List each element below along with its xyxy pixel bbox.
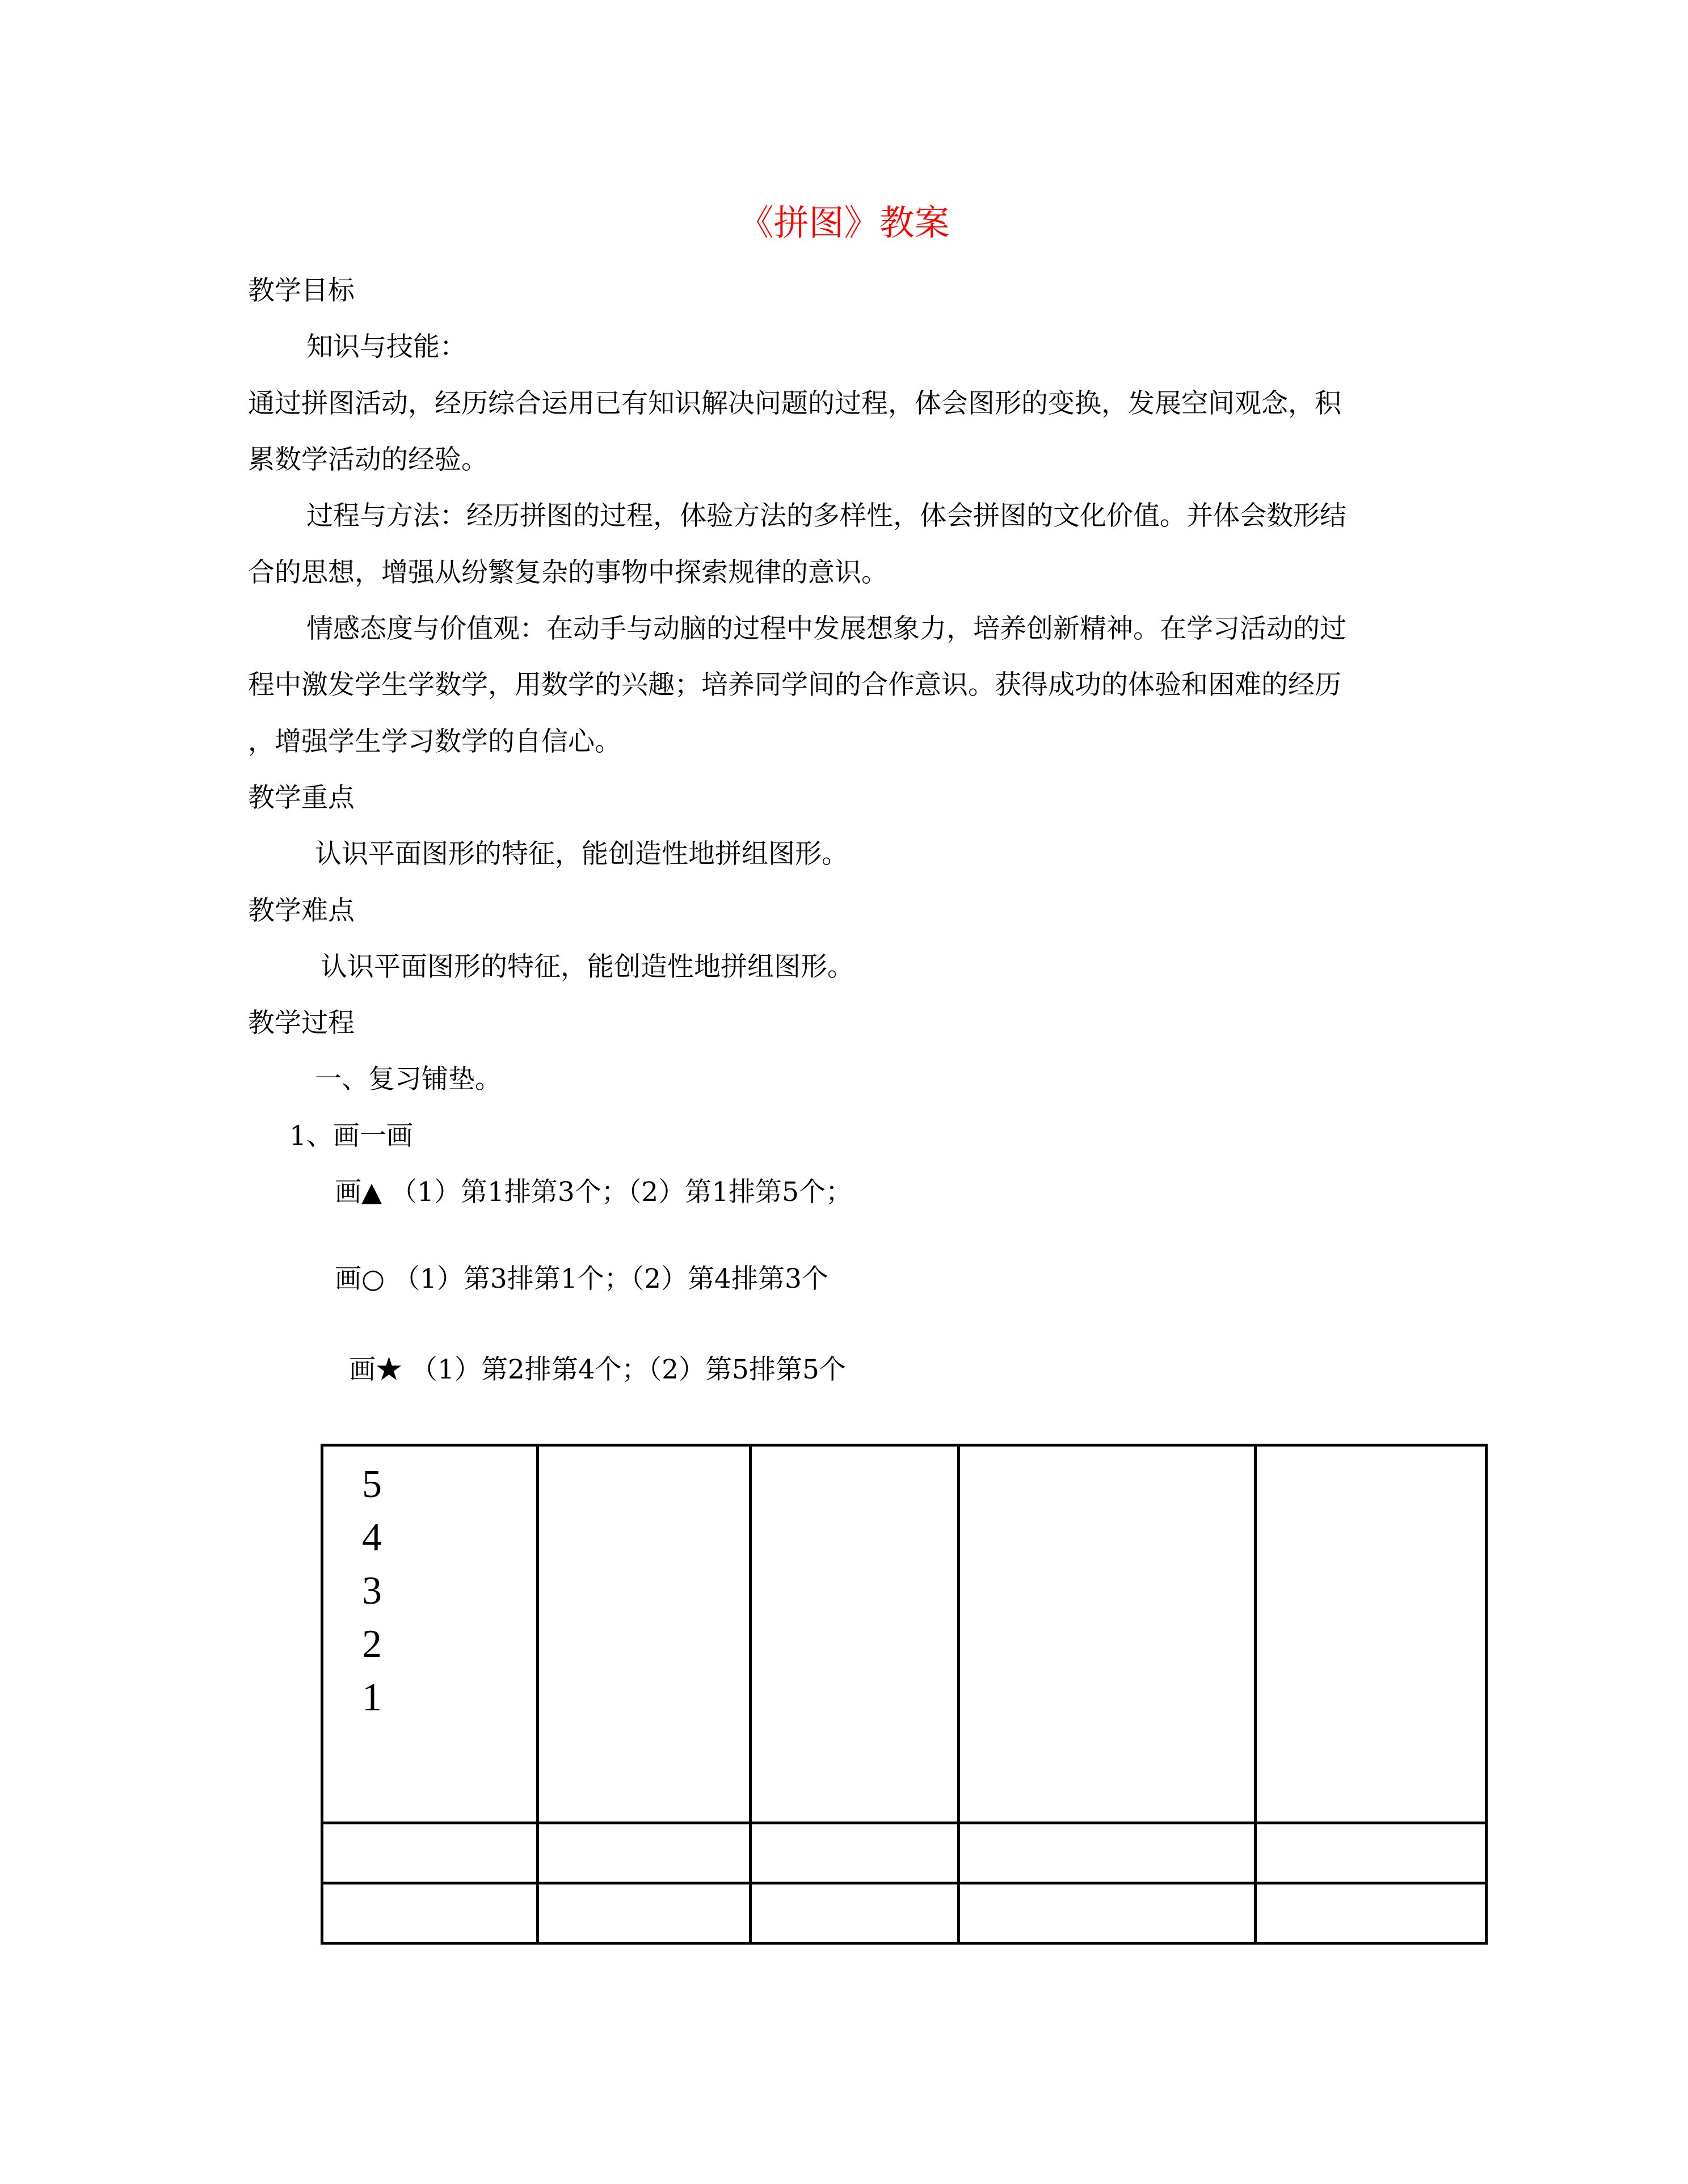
- heading-teaching-process: 教学过程: [248, 1007, 355, 1039]
- drawing-grid-table: [321, 1444, 1488, 1945]
- table-cell: [322, 1823, 538, 1883]
- row-number-2: 2: [362, 1622, 382, 1666]
- paragraph-teaching-difficulty: 认识平面图形的特征，能创造性地拼组图形。: [321, 951, 854, 983]
- table-row: [322, 1883, 1487, 1943]
- table-cell: [959, 1445, 1256, 1823]
- paragraph-attitude-line-3: ，增强学生学习数学的自信心。: [248, 726, 621, 757]
- paragraph-knowledge-skills-line-2: 累数学活动的经验。: [248, 444, 488, 475]
- table-cell: [959, 1883, 1256, 1943]
- table-row: [322, 1445, 1487, 1823]
- paragraph-knowledge-skills-line-1: 通过拼图活动，经历综合运用已有知识解决问题的过程，体会图形的变换，发展空间观念，积: [248, 388, 1341, 419]
- table-cell: [538, 1883, 751, 1943]
- row-number-4: 4: [362, 1516, 382, 1559]
- document-title: 《拼图》教案: [738, 202, 950, 243]
- subsection-draw: 1、画一画: [289, 1120, 413, 1152]
- section-review: 一、复习铺垫。: [315, 1064, 502, 1095]
- row-number-5: 5: [362, 1462, 382, 1506]
- table-cell: [538, 1823, 751, 1883]
- table-cell: [322, 1883, 538, 1943]
- table-cell: [1256, 1823, 1487, 1883]
- table-cell-row-numbers: [322, 1445, 538, 1823]
- row-number-list: [323, 1447, 536, 1725]
- table-cell: [751, 1883, 959, 1943]
- instruction-triangle: 画▲ （1）第1排第3个；（2）第1排第5个；: [335, 1177, 853, 1208]
- heading-teaching-goals: 教学目标: [248, 275, 355, 306]
- table-cell: [1256, 1883, 1487, 1943]
- heading-teaching-difficulty: 教学难点: [248, 895, 355, 926]
- table-cell: [751, 1445, 959, 1823]
- heading-teaching-focus: 教学重点: [248, 782, 355, 813]
- table-cell: [751, 1823, 959, 1883]
- table-cell: [959, 1823, 1256, 1883]
- paragraph-teaching-focus: 认识平面图形的特征，能创造性地拼组图形。: [315, 838, 848, 870]
- paragraph-attitude-line-2: 程中激发学生学数学，用数学的兴趣；培养同学间的合作意识。获得成功的体验和困难的经历: [248, 669, 1341, 701]
- paragraph-process-method-line-1: 过程与方法：经历拼图的过程，体验方法的多样性，体会拼图的文化价值。并体会数形结: [306, 500, 1346, 532]
- table-row: [322, 1823, 1487, 1883]
- paragraph-attitude-line-1: 情感态度与价值观：在动手与动脑的过程中发展想象力，培养创新精神。在学习活动的过: [306, 613, 1346, 644]
- table-cell: [1256, 1445, 1487, 1823]
- paragraph-process-method-line-2: 合的思想，增强从纷繁复杂的事物中探索规律的意识。: [248, 557, 888, 588]
- table-cell: [538, 1445, 751, 1823]
- row-number-3: 3: [362, 1569, 382, 1613]
- instruction-circle: 画○ （1）第3排第1个；（2）第4排第3个: [335, 1263, 828, 1295]
- row-number-1: 1: [362, 1676, 382, 1719]
- paragraph-knowledge-skills-label: 知识与技能：: [306, 331, 466, 362]
- instruction-star: 画★ （1）第2排第4个；（2）第5排第5个: [349, 1354, 846, 1385]
